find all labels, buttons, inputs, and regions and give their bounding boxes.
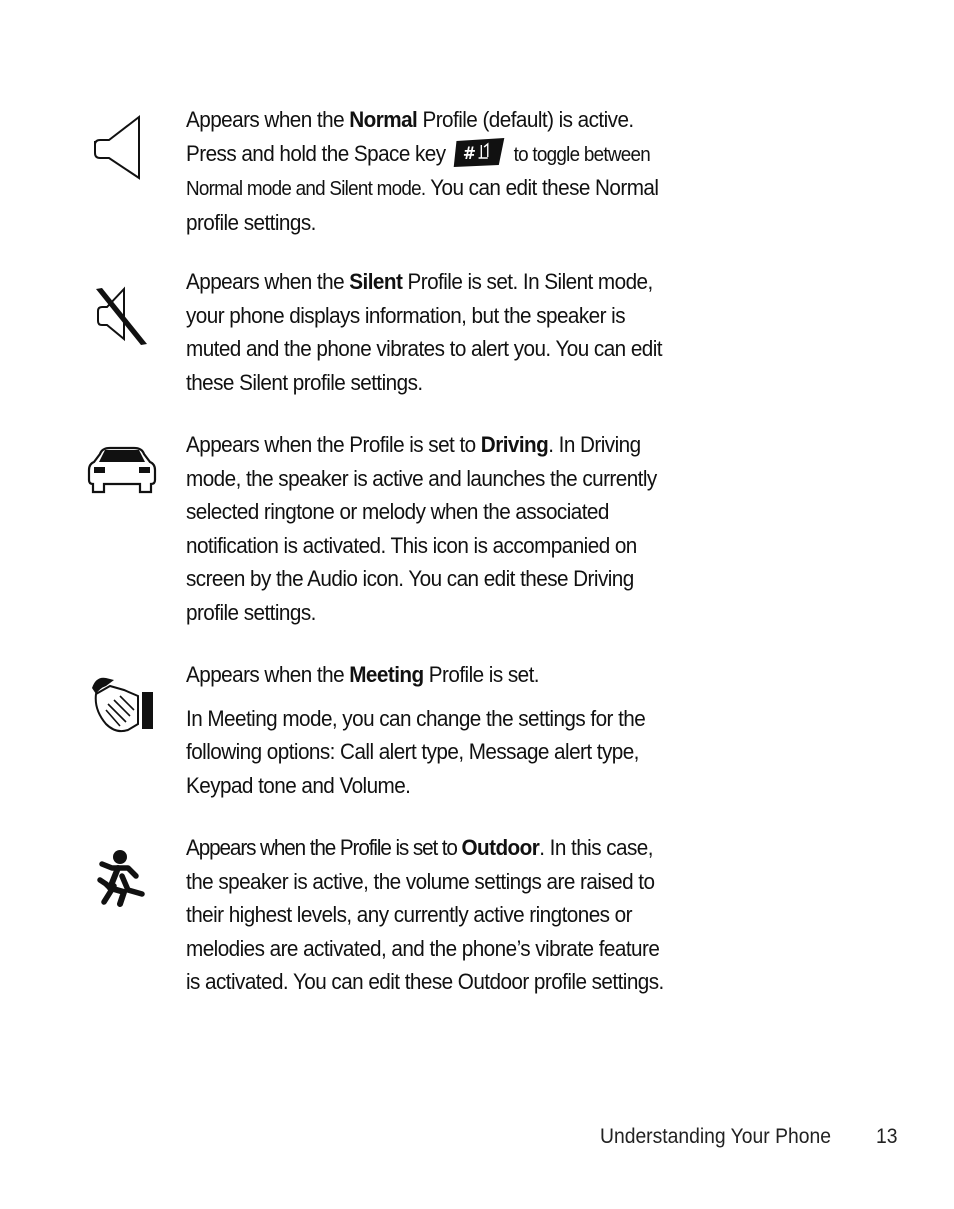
meeting-para-2-line-3: Keypad tone and Volume.	[186, 772, 411, 798]
outdoor-line-1-suffix: . In this case,	[539, 835, 653, 860]
outdoor-line-3: their highest levels, any currently active ringtones or	[186, 902, 632, 927]
key-hash-symbol: #	[463, 142, 476, 163]
silent-line-1-suffix: Profile is set. In Silent mode,	[402, 269, 653, 294]
driving-line-2: mode, the speaker is active and launches the currently	[186, 465, 657, 491]
meeting-line-1-suffix: Profile is set.	[423, 662, 540, 687]
meeting-profile-name: Meeting	[349, 662, 424, 687]
driving-line-6: profile settings.	[186, 599, 316, 625]
normal-line-4: profile settings.	[186, 209, 316, 235]
footer-section-title: Understanding Your Phone	[600, 1125, 831, 1148]
meeting-profile-description	[186, 658, 687, 802]
page-footer	[600, 1125, 898, 1149]
speaker-icon	[84, 114, 160, 184]
outdoor-line-1-prefix: Appears when the Profile is set to	[186, 835, 462, 860]
silent-line-4: these Silent profile settings.	[186, 369, 423, 395]
car-icon	[84, 442, 160, 512]
normal-line-1-suffix: Profile (default) is active.	[417, 107, 634, 132]
driving-profile-description	[186, 428, 687, 629]
driving-profile-name: Driving	[480, 432, 549, 457]
muted-speaker-icon	[84, 283, 160, 353]
driving-line-3: selected ringtone or melody when the associated	[186, 499, 609, 524]
driving-line-4: notification is activated. This icon is accompanied on	[186, 532, 637, 558]
running-person-icon	[84, 846, 160, 916]
outdoor-line-4: melodies are activated, and the phone’s vibrate feature	[186, 935, 660, 961]
meeting-para-2-line-2: following options: Call alert type, Message alert type,	[186, 739, 639, 764]
meeting-line-1-prefix: Appears when the	[186, 662, 350, 687]
outdoor-profile-name: Outdoor	[461, 835, 540, 860]
normal-line-3-suffix: You can edit these Normal	[425, 175, 659, 200]
silent-line-3: muted and the phone vibrates to alert you. You can edit	[186, 336, 663, 361]
meeting-para-2-line-1: In Meeting mode, you can change the settings for the	[186, 705, 646, 731]
normal-line-2-suffix: to toggle between	[513, 142, 651, 166]
silent-profile-description	[186, 265, 687, 399]
normal-profile-description	[186, 103, 687, 239]
normal-line-3: Normal mode and Silent mode.	[186, 177, 426, 200]
normal-line-1-prefix: Appears when the	[186, 107, 350, 132]
normal-profile-name: Normal	[349, 107, 418, 132]
silent-line-1-prefix: Appears when the	[186, 269, 350, 294]
silent-line-2: your phone displays information, but the speaker is	[186, 302, 626, 328]
outdoor-line-2: the speaker is active, the volume settings are raised to	[186, 868, 655, 894]
hash-silent-key-icon	[451, 135, 508, 169]
silent-profile-name: Silent	[349, 269, 403, 294]
outdoor-profile-description	[186, 831, 687, 999]
driving-line-5: screen by the Audio icon. You can edit these Driving	[186, 566, 634, 591]
driving-line-1-suffix: . In Driving	[548, 432, 641, 457]
normal-line-2: Press and hold the Space key	[186, 140, 446, 166]
page-number: 13	[876, 1125, 898, 1148]
outdoor-line-5: is activated. You can edit these Outdoor profile settings.	[186, 969, 664, 994]
handshake-icon	[84, 674, 160, 744]
driving-line-1-prefix: Appears when the Profile is set to	[186, 432, 481, 457]
